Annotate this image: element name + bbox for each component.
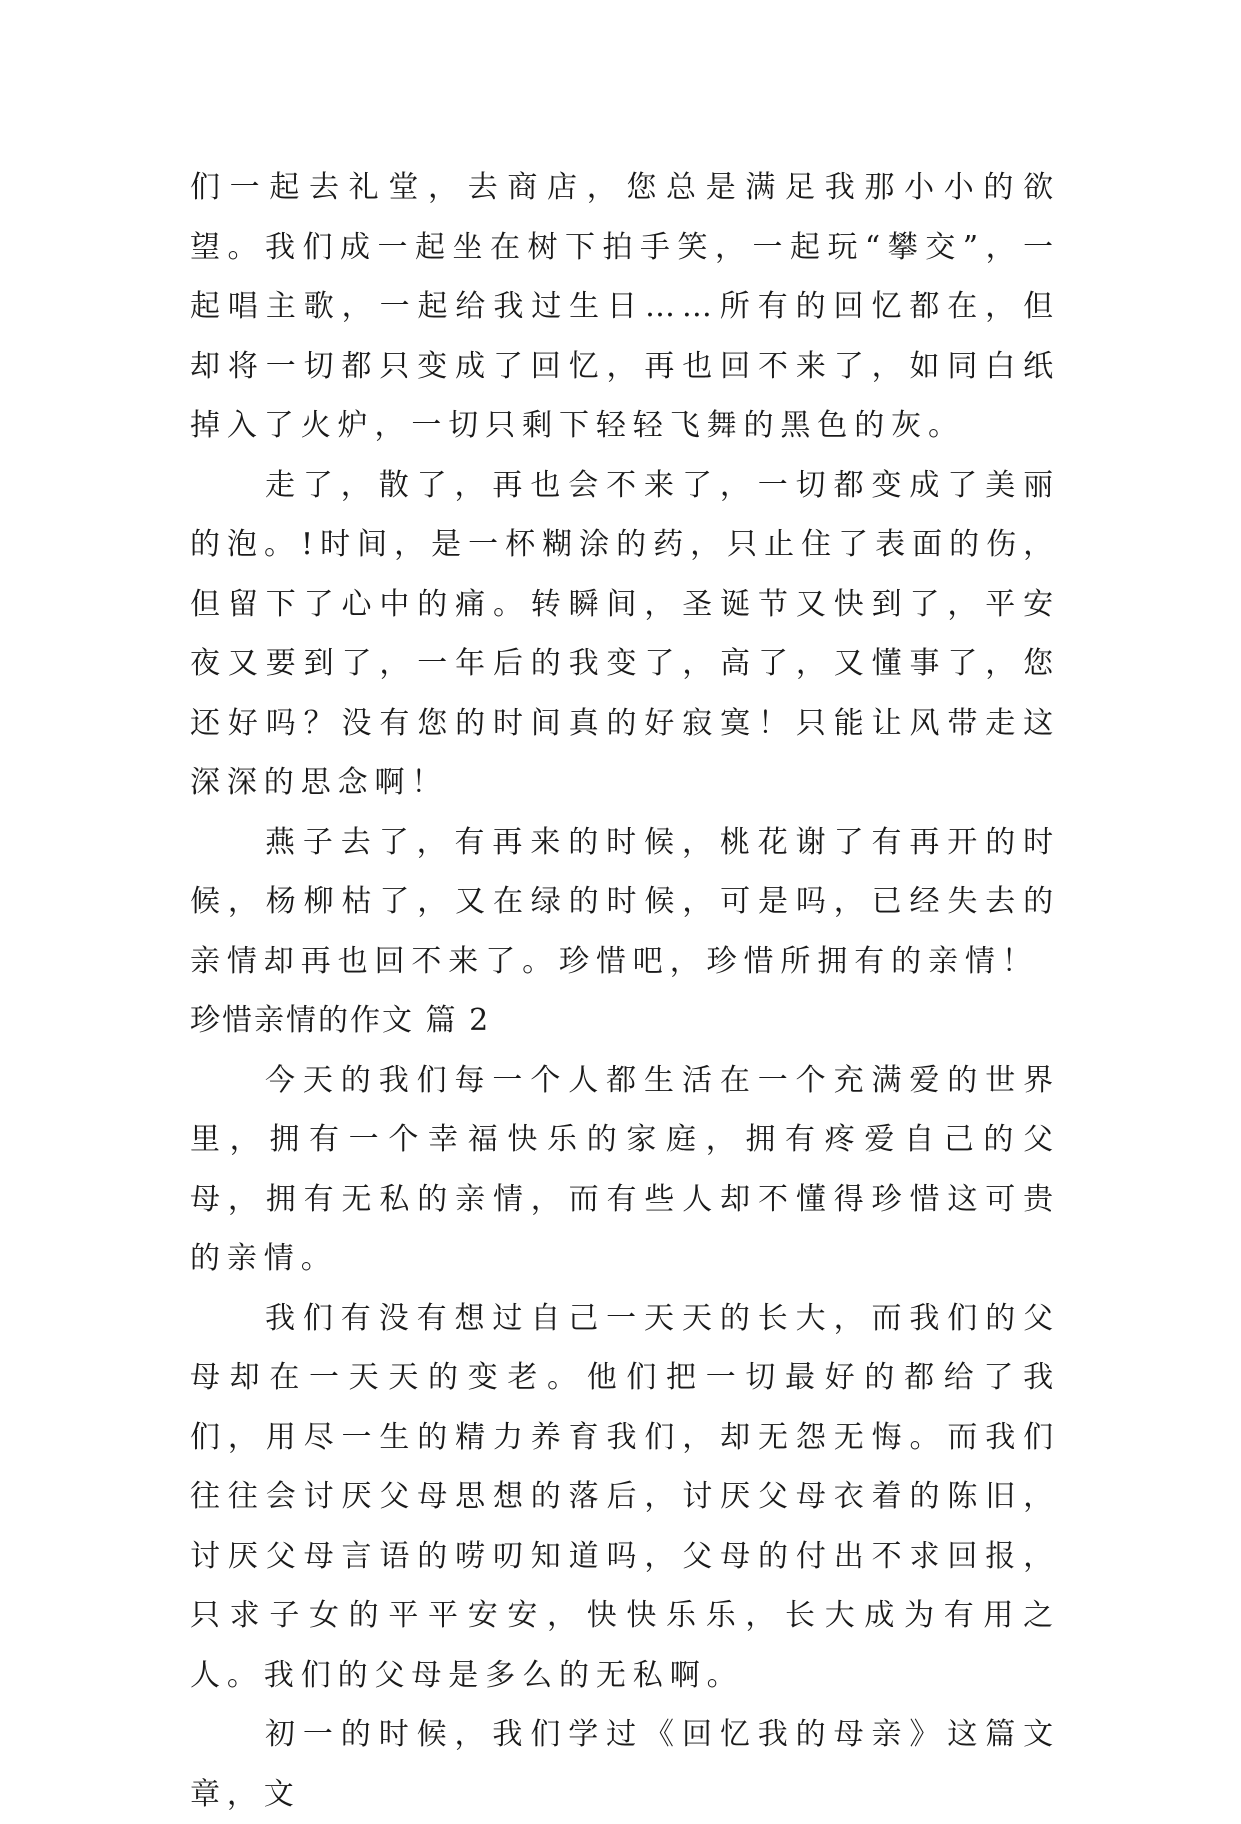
paragraph-2: 走了，散了，再也会不来了，一切都变成了美丽的泡。!时间，是一杯糊涂的药，只止住了表面的伤，但留下了心中的痛。转瞬间，圣诞节又快到了，平安夜又要到了，一年后的我变了，高了，又懂事了，您还好吗？没有您的时间真的好寂寞！只能让风带走这深深的思念啊！ — [190, 467, 1060, 800]
paragraph-3: 燕子去了，有再来的时候，桃花谢了有再开的时候，杨柳枯了，又在绿的时候，可是吗，已经失去的亲情却再也回不来了。珍惜吧，珍惜所拥有的亲情！ — [190, 824, 1060, 979]
section-heading: 珍惜亲情的作文 篇 2 — [190, 1003, 491, 1038]
paragraph-6: 初一的时候，我们学过《回忆我的母亲》这篇文章，文 — [190, 1717, 1060, 1812]
paragraph-5: 我们有没有想过自己一天天的长大，而我们的父母却在一天天的变老。他们把一切最好的都给了我们，用尽一生的精力养育我们，却无怨无悔。而我们往往会讨厌父母思想的落后，讨厌父母衣着的陈旧，讨厌父母言语的唠叨知道吗，父母的付出不求回报，只求子女的平平安安，快快乐乐，长大成为有用之人。我们的父母是多么的无私啊。 — [190, 1300, 1060, 1693]
paragraph-1: 们一起去礼堂，去商店，您总是满足我那小小的欲望。我们成一起坐在树下拍手笑，一起玩“攀交”，一起唱主歌，一起给我过生日……所有的回忆都在，但却将一切都只变成了回忆，再也回不来了，如同白纸掉入了火炉，一切只剩下轻轻飞舞的黑色的灰。 — [190, 170, 1060, 443]
document-body — [190, 158, 1060, 1824]
paragraph-4: 今天的我们每一个人都生活在一个充满爱的世界里，拥有一个幸福快乐的家庭，拥有疼爱自己的父母，拥有无私的亲情，而有些人却不懂得珍惜这可贵的亲情。 — [190, 1062, 1060, 1276]
